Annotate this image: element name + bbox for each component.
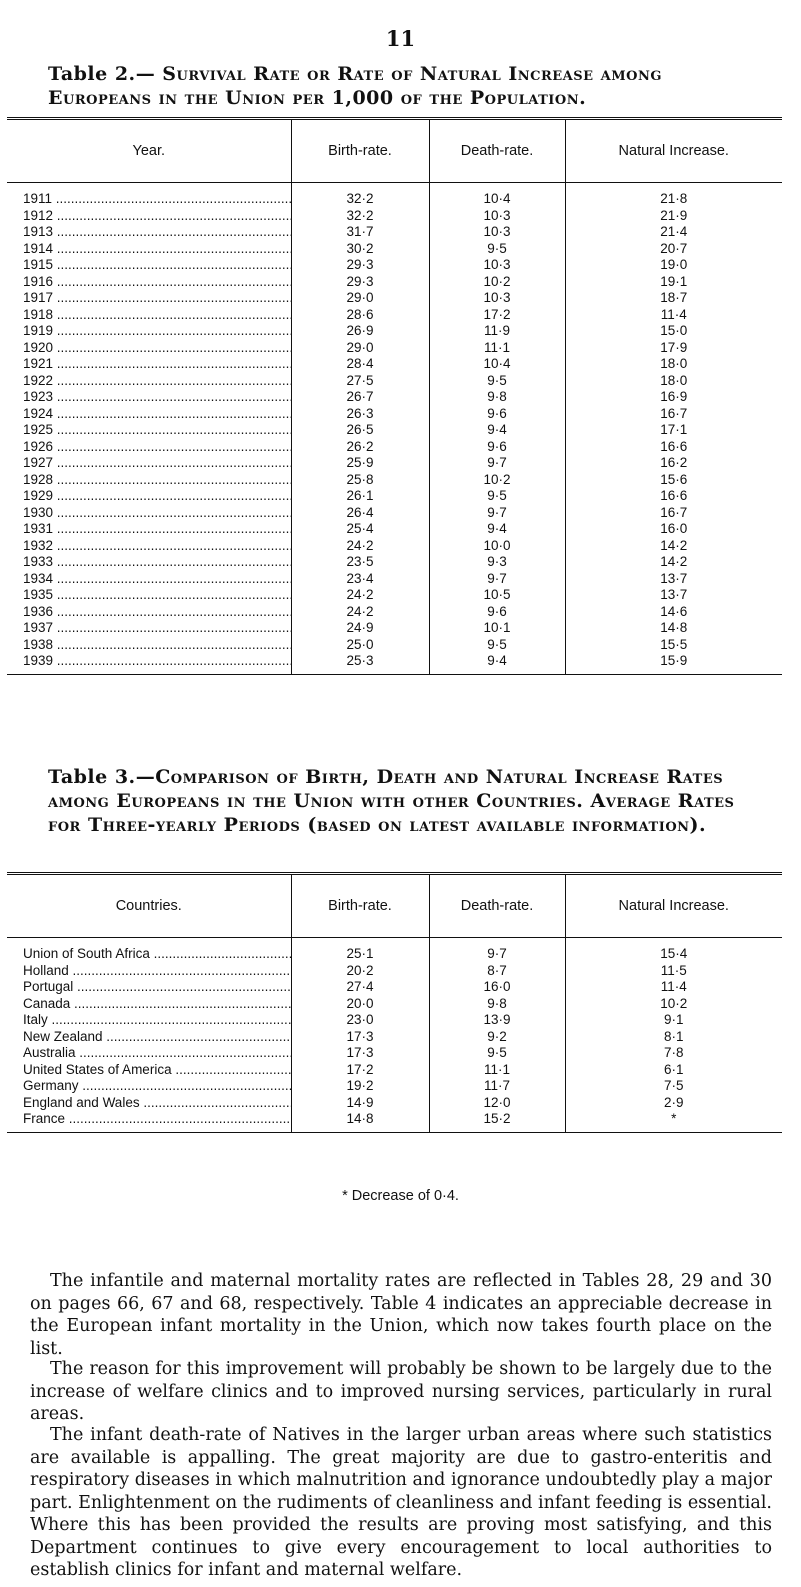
table2-cell-birth-rate: 26·9: [291, 323, 429, 340]
table2-cell-label: 1929 .....: [7, 488, 291, 505]
table3-caption: [48, 765, 768, 837]
table2-cell-birth-rate: 29·3: [291, 257, 429, 274]
table3-row: [7, 1111, 782, 1132]
table2-cell-label: 1936 .....: [7, 604, 291, 621]
table2-cell-label: 1930 .....: [7, 505, 291, 522]
table3-cell-natural-increase: 11·4: [565, 979, 782, 996]
table2-cell-death-rate: 10·2: [429, 472, 565, 489]
table3-cell-birth-rate: 17·3: [291, 1029, 429, 1046]
table2-cell-death-rate: 11·9: [429, 323, 565, 340]
table2-row: [7, 290, 782, 307]
table2-cell-natural-increase: 13·7: [565, 571, 782, 588]
table3-cell-death-rate: 9·8: [429, 996, 565, 1013]
table3-cell-label: United States of America .....: [7, 1062, 291, 1079]
table3-cell-natural-increase: 8·1: [565, 1029, 782, 1046]
table2-cell-death-rate: 9·4: [429, 653, 565, 674]
table2-cell-death-rate: 10·3: [429, 290, 565, 307]
table2-cell-natural-increase: 17·9: [565, 340, 782, 357]
table3-row: [7, 996, 782, 1013]
paragraph-native-death-rate: The infant death-rate of Natives in the larger urban areas where such statistics are available is appalling. The great majority are due to gastro-enteritis and respiratory diseases in which malnutrition and ignorance undoubtedly play a major part. Enlightenment on the rudiments of cleanliness and infant feeding is essential. Where this has been provided the results are proving most satisfying, and this Department continues to give every encouragement to local authorities to establish clinics for infant and maternal welfare.: [30, 1425, 772, 1580]
table2-row: [7, 406, 782, 423]
table2-cell-label: 1912 .....: [7, 208, 291, 225]
table2-cell-birth-rate: 28·4: [291, 356, 429, 373]
table2-cell-death-rate: 9·7: [429, 505, 565, 522]
table2-cell-natural-increase: 21·8: [565, 183, 782, 208]
table2-row: [7, 323, 782, 340]
table2-cell-label: 1911 .....: [7, 183, 291, 208]
table2-header-natural-increase: Natural Increase.: [565, 119, 782, 183]
table2-row: [7, 439, 782, 456]
table2-row: [7, 183, 782, 208]
table2-cell-natural-increase: 17·1: [565, 422, 782, 439]
table2-cell-birth-rate: 25·3: [291, 653, 429, 674]
table2-cell-natural-increase: 20·7: [565, 241, 782, 258]
table2-cell-label: 1937 .....: [7, 620, 291, 637]
table3-row: [7, 1029, 782, 1046]
table2-cell-natural-increase: 15·9: [565, 653, 782, 674]
table3-cell-birth-rate: 27·4: [291, 979, 429, 996]
table2-cell-natural-increase: 15·6: [565, 472, 782, 489]
table2-cell-label: 1920 .....: [7, 340, 291, 357]
table2: [7, 117, 782, 675]
table2-cell-birth-rate: 28·6: [291, 307, 429, 324]
table2-row: [7, 307, 782, 324]
table2-cell-natural-increase: 16·2: [565, 455, 782, 472]
table2-cell-death-rate: 17·2: [429, 307, 565, 324]
table3-cell-natural-increase: 7·5: [565, 1078, 782, 1095]
table2-cell-label: 1932 .....: [7, 538, 291, 555]
table2-cell-label: 1916 .....: [7, 274, 291, 291]
table2-cell-birth-rate: 32·2: [291, 183, 429, 208]
table2-cell-birth-rate: 30·2: [291, 241, 429, 258]
table3-row: [7, 938, 782, 963]
table2-cell-death-rate: 10·5: [429, 587, 565, 604]
table2-cell-natural-increase: 18·0: [565, 356, 782, 373]
table2-cell-label: 1931 .....: [7, 521, 291, 538]
table3-cell-label: Italy .....: [7, 1012, 291, 1029]
table3-cell-death-rate: 15·2: [429, 1111, 565, 1132]
table2-row: [7, 521, 782, 538]
table3-cell-death-rate: 12·0: [429, 1095, 565, 1112]
table2-cell-label: 1923 .....: [7, 389, 291, 406]
table3-cell-label: Holland .....: [7, 963, 291, 980]
table2-cell-birth-rate: 25·4: [291, 521, 429, 538]
table2-cell-label: 1939 .....: [7, 653, 291, 674]
table3-cell-label: England and Wales .....: [7, 1095, 291, 1112]
table2-cell-birth-rate: 24·2: [291, 604, 429, 621]
table3-cell-label: Canada .....: [7, 996, 291, 1013]
table2-cell-death-rate: 9·4: [429, 422, 565, 439]
table3-cell-death-rate: 13·9: [429, 1012, 565, 1029]
table2-cell-natural-increase: 16·6: [565, 439, 782, 456]
table3-cell-death-rate: 16·0: [429, 979, 565, 996]
table3-cell-birth-rate: 19·2: [291, 1078, 429, 1095]
table2-cell-label: 1927 .....: [7, 455, 291, 472]
table2-row: [7, 389, 782, 406]
table3-header-natural-increase: Natural Increase.: [565, 874, 782, 938]
table3-cell-birth-rate: 25·1: [291, 938, 429, 963]
table2-cell-death-rate: 9·6: [429, 604, 565, 621]
table2-cell-label: 1926 .....: [7, 439, 291, 456]
table3-cell-natural-increase: 15·4: [565, 938, 782, 963]
table2-cell-label: 1935 .....: [7, 587, 291, 604]
table2-row: [7, 356, 782, 373]
table2-cell-natural-increase: 14·2: [565, 554, 782, 571]
table2-cell-death-rate: 9·7: [429, 455, 565, 472]
table2-cell-birth-rate: 29·0: [291, 290, 429, 307]
table2-cell-death-rate: 10·2: [429, 274, 565, 291]
table3-cell-death-rate: 11·1: [429, 1062, 565, 1079]
table2-cell-label: 1913 .....: [7, 224, 291, 241]
table2-cell-natural-increase: 13·7: [565, 587, 782, 604]
table2-row: [7, 422, 782, 439]
table2-cell-birth-rate: 26·7: [291, 389, 429, 406]
table3-cell-birth-rate: 17·3: [291, 1045, 429, 1062]
table2-label: Table 2.: [48, 63, 136, 85]
table2-cell-death-rate: 9·6: [429, 439, 565, 456]
table2-row: [7, 241, 782, 258]
table2-header-row: [7, 119, 782, 183]
table2-row: [7, 637, 782, 654]
table3-cell-label: Portugal .....: [7, 979, 291, 996]
table2-cell-birth-rate: 26·5: [291, 422, 429, 439]
table2-cell-natural-increase: 16·7: [565, 406, 782, 423]
table2-row: [7, 571, 782, 588]
table2-cell-natural-increase: 18·7: [565, 290, 782, 307]
table2-cell-birth-rate: 23·4: [291, 571, 429, 588]
table3-cell-natural-increase: 9·1: [565, 1012, 782, 1029]
table2-cell-birth-rate: 25·0: [291, 637, 429, 654]
table2-cell-death-rate: 9·5: [429, 488, 565, 505]
table2-cell-birth-rate: 26·4: [291, 505, 429, 522]
table3-row: [7, 979, 782, 996]
table2-cell-birth-rate: 32·2: [291, 208, 429, 225]
table2-cell-natural-increase: 14·8: [565, 620, 782, 637]
table3-row: [7, 1095, 782, 1112]
table2-row: [7, 538, 782, 555]
table2-row: [7, 505, 782, 522]
table3-cell-death-rate: 8·7: [429, 963, 565, 980]
table2-cell-death-rate: 10·1: [429, 620, 565, 637]
table2-cell-death-rate: 9·5: [429, 637, 565, 654]
table2-cell-death-rate: 9·7: [429, 571, 565, 588]
table3-row: [7, 1012, 782, 1029]
table3-cell-death-rate: 11·7: [429, 1078, 565, 1095]
table2-cell-natural-increase: 14·2: [565, 538, 782, 555]
table2-cell-birth-rate: 27·5: [291, 373, 429, 390]
table2-cell-natural-increase: 14·6: [565, 604, 782, 621]
table2-cell-death-rate: 9·3: [429, 554, 565, 571]
table3-cell-label: New Zealand .....: [7, 1029, 291, 1046]
table3-cell-natural-increase: 7·8: [565, 1045, 782, 1062]
table2-cell-label: 1928 .....: [7, 472, 291, 489]
table3-cell-death-rate: 9·2: [429, 1029, 565, 1046]
table3-cell-birth-rate: 14·8: [291, 1111, 429, 1132]
table3-cell-label: Union of South Africa .....: [7, 938, 291, 963]
table2-cell-death-rate: 9·8: [429, 389, 565, 406]
table2-row: [7, 653, 782, 674]
table3-row: [7, 963, 782, 980]
table2-cell-label: 1918 .....: [7, 307, 291, 324]
table2-cell-natural-increase: 16·7: [565, 505, 782, 522]
table2-cell-birth-rate: 29·3: [291, 274, 429, 291]
table2-cell-label: 1924 .....: [7, 406, 291, 423]
table3-footnote: * Decrease of 0·4.: [342, 1188, 459, 1204]
table2-row: [7, 274, 782, 291]
table2-cell-natural-increase: 11·4: [565, 307, 782, 324]
table3: [7, 872, 782, 1133]
page-number: 11: [385, 26, 416, 51]
table3-header-birth-rate: Birth-rate.: [291, 874, 429, 938]
table2-cell-natural-increase: 18·0: [565, 373, 782, 390]
table2-row: [7, 554, 782, 571]
table2-cell-label: 1938 .....: [7, 637, 291, 654]
table3-header-countries: Countries.: [7, 874, 291, 938]
table3-cell-label: France .....: [7, 1111, 291, 1132]
table2-row: [7, 587, 782, 604]
table2-cell-death-rate: 10·3: [429, 224, 565, 241]
table2-cell-birth-rate: 24·2: [291, 538, 429, 555]
table2-cell-death-rate: 10·4: [429, 183, 565, 208]
table2-cell-birth-rate: 24·9: [291, 620, 429, 637]
table2-row: [7, 620, 782, 637]
table2-cell-natural-increase: 16·9: [565, 389, 782, 406]
table3-cell-natural-increase: 10·2: [565, 996, 782, 1013]
table2-row: [7, 604, 782, 621]
table2-cell-label: 1914 .....: [7, 241, 291, 258]
table2-cell-label: 1922 .....: [7, 373, 291, 390]
table2-cell-death-rate: 10·3: [429, 208, 565, 225]
table2-header-death-rate: Death-rate.: [429, 119, 565, 183]
table3-cell-natural-increase: 6·1: [565, 1062, 782, 1079]
table2-row: [7, 208, 782, 225]
table3-cell-natural-increase: *: [565, 1111, 782, 1132]
table3-cell-birth-rate: 20·0: [291, 996, 429, 1013]
table2-cell-natural-increase: 21·4: [565, 224, 782, 241]
table2-cell-death-rate: 9·5: [429, 373, 565, 390]
table3-header-row: [7, 874, 782, 938]
table3-cell-natural-increase: 11·5: [565, 963, 782, 980]
table2-cell-label: 1925 .....: [7, 422, 291, 439]
table2-row: [7, 340, 782, 357]
table2-cell-label: 1915 .....: [7, 257, 291, 274]
table2-cell-birth-rate: 31·7: [291, 224, 429, 241]
table2-cell-birth-rate: 23·5: [291, 554, 429, 571]
table3-header-death-rate: Death-rate.: [429, 874, 565, 938]
table2-cell-death-rate: 10·3: [429, 257, 565, 274]
table2-cell-label: 1917 .....: [7, 290, 291, 307]
table3-cell-birth-rate: 20·2: [291, 963, 429, 980]
table2-row: [7, 455, 782, 472]
table2-cell-death-rate: 9·4: [429, 521, 565, 538]
table2-cell-label: 1921 .....: [7, 356, 291, 373]
table3-cell-label: Australia .....: [7, 1045, 291, 1062]
table2-cell-natural-increase: 15·0: [565, 323, 782, 340]
table2-cell-birth-rate: 25·8: [291, 472, 429, 489]
table2-caption: [48, 62, 768, 110]
table3-cell-death-rate: 9·5: [429, 1045, 565, 1062]
table2-header-year: Year.: [7, 119, 291, 183]
table2-cell-birth-rate: 25·9: [291, 455, 429, 472]
table2-row: [7, 224, 782, 241]
table3-cell-birth-rate: 14·9: [291, 1095, 429, 1112]
table3-row: [7, 1045, 782, 1062]
table3-cell-birth-rate: 17·2: [291, 1062, 429, 1079]
table2-cell-natural-increase: 21·9: [565, 208, 782, 225]
table2-title: — Survival Rate or Rate of Natural Increase among Europeans in the Union per 1,000 of the Population.: [48, 63, 662, 109]
table3-label: Table 3.: [48, 766, 136, 788]
table2-row: [7, 488, 782, 505]
table3-cell-natural-increase: 2·9: [565, 1095, 782, 1112]
table2-header-birth-rate: Birth-rate.: [291, 119, 429, 183]
table2-row: [7, 257, 782, 274]
paragraph-infant-mortality: The infantile and maternal mortality rates are reflected in Tables 28, 29 and 30 on pages 66, 67 and 68, respectively. Table 4 indicates an appreciable decrease in the European infant mortality in the Union, which now takes fourth place on the list.: [30, 1271, 772, 1359]
paragraph-improvement-reason: The reason for this improvement will probably be shown to be largely due to the increase of welfare clinics and to improved nursing services, particularly in rural areas.: [30, 1359, 772, 1424]
table2-row: [7, 472, 782, 489]
table2-cell-death-rate: 10·4: [429, 356, 565, 373]
table2-cell-birth-rate: 26·2: [291, 439, 429, 456]
table2-cell-label: 1934 .....: [7, 571, 291, 588]
table2-cell-natural-increase: 15·5: [565, 637, 782, 654]
table3-cell-birth-rate: 23·0: [291, 1012, 429, 1029]
table2-cell-natural-increase: 16·6: [565, 488, 782, 505]
table2-cell-death-rate: 9·5: [429, 241, 565, 258]
table3-title: —Comparison of Birth, Death and Natural Increase Rates among Europeans in the Union with other Countries. Average Rates for Three-yearly Periods (based on latest available information).: [48, 766, 735, 836]
table2-cell-label: 1919 .....: [7, 323, 291, 340]
table3-cell-death-rate: 9·7: [429, 938, 565, 963]
table3-cell-label: Germany .....: [7, 1078, 291, 1095]
table2-row: [7, 373, 782, 390]
table2-cell-natural-increase: 19·0: [565, 257, 782, 274]
table2-cell-birth-rate: 26·1: [291, 488, 429, 505]
table2-cell-death-rate: 9·6: [429, 406, 565, 423]
table2-cell-natural-increase: 16·0: [565, 521, 782, 538]
table2-cell-death-rate: 10·0: [429, 538, 565, 555]
table2-cell-birth-rate: 24·2: [291, 587, 429, 604]
table2-cell-death-rate: 11·1: [429, 340, 565, 357]
table2-cell-label: 1933 .....: [7, 554, 291, 571]
table2-cell-natural-increase: 19·1: [565, 274, 782, 291]
table3-row: [7, 1062, 782, 1079]
table2-cell-birth-rate: 29·0: [291, 340, 429, 357]
table2-cell-birth-rate: 26·3: [291, 406, 429, 423]
table3-row: [7, 1078, 782, 1095]
